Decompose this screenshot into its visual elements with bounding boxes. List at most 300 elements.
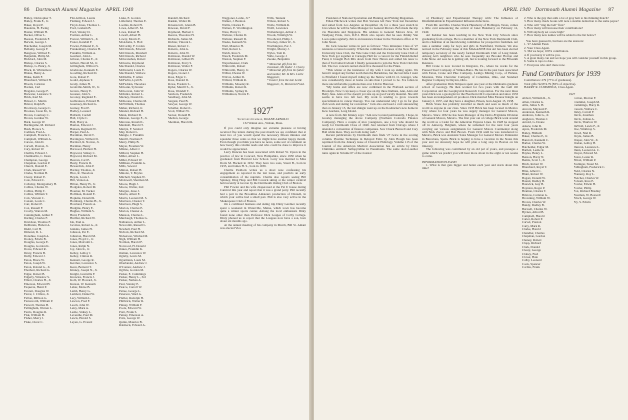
alumni-name: Hice, R. Theodore (70, 172, 94, 176)
alumni-name: Ryder, Merrill S., Jr. (168, 86, 194, 90)
alumni-name: Gould, Alpheus T. (70, 79, 93, 83)
alumni-name: Morton, Chester A. (119, 210, 144, 214)
alumni-name: Gibson, Charles E., Jr. (70, 58, 99, 62)
alumni-name: Collins, William T. (24, 193, 48, 197)
alumni-name: Fiske, Oscar C. (24, 320, 44, 324)
left-page (0, 0, 312, 420)
question: 2. Who is the guy that adds a lot of gray hair to his thinning thatch? (524, 17, 609, 20)
alumni-name: Ross, Edgar C. (168, 75, 187, 79)
alumni-name: MacDonald, Wallace (119, 72, 146, 76)
alumni-name: Greener, John S. (70, 92, 91, 96)
alumni-name: DeMarais, Hubert A. (24, 224, 51, 228)
paragraph: Bill Crane is now located in Kingston, Pa., where he works for the Pressed Steel Company of Wilkes-Barre. He has in the past been associated with Eaton, Crane and Pike Company, Lealigo Mining Corp., of Helena, Montana, Time Chevalier Company of Columbus, Ohio, and Standard Register Company in Dayton, Ohio. (422, 64, 518, 83)
alumni-name: Carr, Robert P. (24, 203, 43, 207)
alumni-name: Roberts, John W. (168, 51, 190, 55)
paragraph: of Pharmacy and Experimental Therapy with: The Influence of Dinifamilamide in Experimental Influenza Infections. (422, 17, 518, 24)
alumni-name: Ross, Donald D. (168, 79, 189, 83)
alumni-name: Merrill, Norman F. (119, 137, 143, 141)
alumni-name: Collins, Philip T. (24, 189, 46, 193)
question: 5. How many will increase their contributions? (524, 26, 584, 31)
alumni-name: Ravenscroft, Glenn B. (168, 23, 197, 27)
alumni-name: Nigh, William H. (119, 238, 141, 241)
paragraph: "My home and office are now combined in the Flatbush section of Brooklyn. Now I can keep a closer eye on my three lindians, Ann, Alan and Betty Jane. Alan at five doesn't yet size up as good varsity material. She still seems to have two left feet. My work is tending to grow towards specialization in cancer therapy. You can understand why I go in for glee club work and skiing for recreation." Jack also enclosed a card announcing that on January 13, the last shingle went up on the Koehncke's new home in Kew Gardens, Long Island. (322, 85, 418, 114)
alumni-name: Eaton, Bruce W. (24, 258, 45, 262)
contributor-name: Fowler, Philip (573, 186, 592, 190)
alumni-name: Mcdowell, Sherman M. (119, 179, 149, 183)
alumni-name: Lary, William L. (70, 296, 91, 300)
alumni-name: Graves, Henry E. (70, 89, 92, 93)
alumni-name: Campbell, William A. (24, 137, 52, 141)
text-column-3 (522, 17, 622, 417)
alumni-name: Jenkins, James H. (70, 227, 93, 231)
alumni-name: McDonald, Louis E. (119, 68, 145, 72)
alumni-name: Burlingame, M. Richard (24, 124, 55, 128)
paragraph: On a combined business and skiing trip Dinty Gardner recently spent a weekend in Waterville, Maine, which town has become quite a winter sports center. Among the local enthusiasts Dinty found none other than Professor Dick Lougee of Colby College. Dinty phoned us to report that the Lougees now have a son, born about six months ago. (220, 202, 306, 224)
alumni-name: Farrar, J. Clifton, Jr. (24, 293, 50, 297)
contributor-name: Ayers, Frederick M. (522, 128, 548, 132)
alumni-name: Becker, Oliver L. (24, 34, 46, 38)
text-column-1 (322, 17, 418, 417)
fund-year: 1927 (568, 91, 576, 96)
contributor-name: Draper, John W., Jr. (573, 138, 599, 142)
alumni-name: Milano, Albert J. (119, 148, 141, 152)
alumni-name: Mengle, J. Franklin (119, 134, 144, 138)
alumni-name: Elliott, Charles H., Jr. (24, 279, 52, 283)
alumni-name: Baxter, William H. (24, 30, 48, 34)
contributor-name: Bemis, Scott J., Jr. (522, 159, 546, 163)
alumni-name: Zeeske, Benjamin (267, 58, 290, 62)
alumni-name: Darling, Charles F. (24, 217, 48, 221)
contributor-name: Flannery, Roy L. (573, 173, 595, 177)
contributor-name: Frisch, George W. (573, 197, 597, 201)
class-year-heading (220, 105, 306, 116)
alumni-name: Rogers, Charles W. (168, 68, 193, 72)
alumni-name: Morton, Charles E. (119, 206, 144, 210)
alumni-name: Cox, Russell F. (24, 206, 44, 210)
alumni-name: Drury, Francis B. (24, 251, 46, 255)
alumni-name: Pfeffer, Rudolph H. (119, 296, 144, 300)
contributor-name: Eaton, Lester R. (573, 155, 594, 159)
alumni-name: Everett, Douglas W. (24, 289, 50, 293)
alumni-name: Rawson, David F. (168, 27, 191, 31)
alumni-name: Forman, Arthur L. (70, 34, 94, 38)
alumni-name: Maher, Richard, Jr. (119, 106, 144, 110)
contributor-list (522, 97, 622, 270)
alumni-name: May, Robert L. (119, 130, 139, 134)
paragraph: A note from Jim Kinney says: "Am now located permanently, I hope, in Greeley managing the above Company (Northern Colorado Finance Company). Have a couple of nice youngsters, one a boy who should be ready for Dartmouth Class of 1949. Just returned from Chicago where I attended a convention of finance companies. Saw Chuck Burwell and Cary Ball while there. They are both doing well." (322, 112, 418, 134)
contributor-name: Fry, S. Edwin (573, 200, 591, 204)
alumni-name: Peterson, Ward A. (119, 293, 142, 297)
contributor-name: Benson, Harry N. (522, 155, 545, 159)
alumni-name: Bailey, Frank E., Jr. (24, 20, 49, 24)
alumni-name: Bailey, Christopher T. (24, 17, 52, 20)
fund-summary-line: Total gifts: $2,874.79 (83% of objective). (524, 81, 577, 86)
question: 6. Will anybody set a new high? (524, 29, 565, 34)
alumni-name: Knowles, Francis J. (70, 275, 95, 279)
alumni-name: McDuffie, F. Allen (119, 75, 143, 79)
question: 7. How many new names will be added to the list below? (524, 33, 596, 38)
alumni-name: Yaffe, George J. (267, 54, 288, 58)
alumni-name: McGann, Sylvester (119, 86, 144, 90)
alumni-name: McClintock, Marshall (119, 51, 147, 55)
alumni-name: Bloom, Carleton (24, 82, 45, 86)
contributor-name: Bayles, Henry L. (522, 152, 544, 156)
alumni-name: Moore, Hugh J. (119, 182, 139, 186)
alumni-name: Floyd-Jones, Thomas L. (70, 23, 101, 27)
alumni-name: Richter, Vincent L. (168, 41, 192, 45)
alumni-name: Seaver, Donald B. (168, 113, 191, 117)
alumni-name: McClintock, Edward (119, 48, 146, 52)
alumni-name: Emerson, Edward H. (24, 282, 51, 286)
answer: 3. 364 we hope; 100% contributors. (524, 49, 569, 54)
alumni-name: Sanborn, Frederick (168, 92, 193, 96)
alumni-name: Kelley, Clinton R. (70, 255, 93, 259)
alumni-name: Jones, Floyd C., Jr. (70, 238, 94, 241)
contributor-name: Allen, Charles G. (522, 100, 544, 104)
alumni-name: Bengtson, Wilfred E. (24, 51, 51, 55)
contributor-name: Browning, William W. (522, 197, 551, 201)
alumni-name: Wright, Murray J. (267, 48, 290, 52)
contributor-name: Arnold, G. Doane (522, 121, 545, 125)
alumni-name: Joy, John K., Jr. (70, 248, 90, 252)
alumni-name: Woolsey, James W., Jr. (267, 41, 296, 45)
alumni-name: Mitchell, Stephen W. (119, 175, 146, 179)
alumni-name: Hartford, R. Norton, Jr. (70, 141, 100, 145)
alumni-name: Brockway, George C. (24, 106, 52, 110)
alumni-name: Pratt, Frank S. (119, 310, 138, 314)
alumni-name: Oberlander, Andrew J. (119, 262, 148, 266)
alumni-name: Minton, Robert H. (119, 168, 143, 172)
alumni-name: Hornburg, Charles H., Jr. (70, 200, 102, 204)
alumni-name: Wesch, Frederick M. (222, 54, 249, 58)
alumni-name: Meyer, Freeman W. (119, 144, 144, 148)
alumni-name: Dowe, Edward R. (24, 248, 47, 252)
alumni-name: Cadman, Fred A. (24, 130, 46, 134)
alumni-name: Campbell, Francis C. (24, 134, 51, 138)
alumni-name: Cols, Vincent C. (24, 196, 45, 200)
contributor-name: Davis, Thurlow W. (573, 121, 598, 125)
fund-summary-line: Contributors: 279 (77% of graduates). (524, 78, 572, 83)
alumni-name: Clark, Russell W. (24, 168, 46, 172)
alumni-name: Weeks, Kenneth W. (222, 41, 247, 45)
alumni-name: Poole, Edward W. (119, 307, 142, 311)
contributor-name: Fletcher, Charles W. (573, 176, 600, 180)
alumni-name: Diehl, Carl H. (24, 227, 42, 231)
alumni-name: Hilton, Henry H., Jr. (70, 182, 96, 186)
alumni-name: Parker, E. Cummings (119, 272, 146, 276)
contributor-name: Blunt, Robert W. (522, 173, 544, 177)
alumni-name: Fleming, Edward J. (70, 20, 95, 24)
contributor-name: Chandler, Charles (522, 231, 545, 235)
alumni-name: Morgan, Jesse J. (119, 189, 140, 193)
alumni-name: Weil, Robert L. (222, 48, 242, 52)
alumni-name: Blake, Keith F. (24, 75, 43, 79)
alumni-name: Bush, Horace S. (24, 127, 45, 131)
alumni-name: Newcomb, Russell L. (119, 224, 147, 228)
alumni-name: Farwell, Thomas B. (24, 303, 49, 307)
contributor-name: Bailey, Hildreth (522, 131, 543, 135)
alumni-name: Walker, J. Brenton (222, 20, 246, 24)
name-column-1 (24, 17, 68, 324)
contributor-name: Clohey, Fred (522, 252, 539, 256)
alumni-name: Fisher, Merry J. (24, 317, 44, 321)
magazine-title: Dartmouth Alumni Magazine (35, 7, 102, 13)
contributor-name: Clarke, Harold (522, 228, 541, 232)
alumni-name: Kinney, Joseph N., Jr. (70, 269, 98, 273)
contributor-name: Chapman, Gordon (522, 235, 546, 239)
alumni-name: Douglas, George E. (24, 241, 49, 245)
contributor-name: Doyle, James B. (573, 135, 595, 139)
contributor-name: Clark, Donald (522, 245, 540, 249)
alumni-name: Hall, Clyde C. (70, 117, 89, 121)
alumni-name: Norman, Harold F. (119, 241, 143, 245)
alumni-name: MacDonald, Charles (119, 65, 145, 69)
alumni-name: Woods, Winfrigh W. (267, 34, 293, 38)
alumni-name: Benjamin, Philip M. (24, 54, 50, 58)
contributor-name: Baker, Charles P., Jr. (522, 135, 548, 139)
alumni-name: Hartman, Henry (70, 144, 91, 148)
alumni-name: Jones, Malcolm L. (70, 241, 94, 245)
alumni-name: Baker, Royal P. (24, 23, 44, 27)
alumni-name: Fitz-Gibbon, Laurie (70, 17, 96, 20)
alumni-name: Wyles, Tom R. (267, 51, 286, 55)
alumni-name: Hill, Vernon A. (70, 179, 90, 183)
alumni-name: Clarke, Norman B. (24, 172, 48, 176)
alumni-name: Nathanson, Arthur L. (119, 220, 146, 224)
alumni-name: Chaffin, Edward J. (24, 151, 48, 155)
alumni-name: Dooley, Edwin B. (24, 238, 47, 241)
contributor-name: Cummings, Harry R. (573, 104, 600, 108)
alumni-name: Black, R. Whittemore (24, 68, 52, 72)
paragraph: At the annual meeting of his company in March, Bill St. Amant was elected Vice (220, 222, 306, 231)
alumni-name: Parker, Nathan A. (119, 279, 142, 283)
contributor-name: Bartlett, Leslie R. (522, 148, 545, 152)
alumni-name: McFadden, Theodore (119, 82, 146, 86)
class-notes-1927 (220, 100, 306, 418)
alumni-name: Keon, Bernard T. (70, 265, 92, 269)
contributor-name: Clover, Hale (522, 256, 538, 259)
alumni-name: Brown, Gardner W. (24, 117, 49, 121)
alumni-name: Wilbur, Dwane W. (222, 72, 246, 76)
right-page (314, 0, 628, 420)
contributor-name: Burwell, Charles W. (522, 207, 548, 211)
alumni-name: Beeson, Frederick F. (24, 37, 50, 41)
alumni-name: McCarthy, F. Jordan (119, 44, 145, 48)
alumni-name: Ogleby, Lewis M. (119, 255, 142, 259)
alumni-name: Brown, Courtney C. (24, 113, 50, 117)
contributor-name: Allis, Julius S. H. (522, 104, 545, 108)
alumni-name: Wollenberger, Arthur J. (267, 30, 297, 34)
alumni-name: Lowe, Albert E. M. (119, 27, 144, 31)
alumni-name: Waggoner, Leslie, Jr.* (222, 17, 250, 20)
alumni-name: Goodling, Richard D. (70, 72, 98, 76)
contributor-name: Byrnes, Alfred B. (522, 211, 545, 215)
alumni-name: Cleary, Robert E. (24, 175, 46, 179)
alumni-name: Mackey, Donald K. (119, 96, 144, 100)
alumni-name: Quinn, Maurice B. (119, 320, 143, 324)
paragraph: Larry Duncan has been associated with Robert W. Upton in the practice of law in Concord, New Hampshire, since 1930 when he graduated from Harvard Law School. Larry was married to Miss Doris M. Hackett in 1932. They have two sons, Stuart B., born in 1933, and James H. S., born in 1939. (220, 150, 306, 169)
alumni-name: Borden, Carl (24, 86, 41, 90)
alumni-name: Williams, Moseley R. (222, 82, 250, 86)
alumni-name: Millikan, Franklin A. (119, 162, 146, 166)
alumni-name: Ware, Harry C. (222, 30, 242, 34)
alumni-name: Robinson, Percy S. (168, 61, 193, 65)
alumni-name: Williams, Robert R. (222, 86, 248, 90)
alumni-name: Eaton, Joseph W. (24, 262, 46, 266)
issue-date: APRIL 1940 (105, 7, 134, 13)
alumni-name: Baudette, H. Ewing (24, 27, 49, 31)
alumni-name: Heyde, Louis J. (70, 175, 90, 179)
alumni-name: Ford, Graham B. (70, 27, 92, 31)
alumni-name: Wills, Tennant (267, 17, 286, 20)
alumni-name: Lowry, Morris E. (119, 37, 141, 41)
answer: 2. Your Class Agent. (524, 45, 550, 50)
alumni-name: Marshall, Harold T. (119, 124, 144, 128)
contributor-name: Askew, John D. (522, 124, 542, 128)
alumni-name: Wallis, Charles E. (222, 23, 245, 27)
contributor-name: Campbell, Harold (522, 214, 545, 218)
alumni-name: Moore, Walter, 2nd (119, 186, 144, 190)
alumni-name: Raisbeck, Edward A. (119, 324, 146, 328)
alumni-name: Brewster, Laurence T. (24, 92, 52, 96)
alumni-name: Nichols, Richard M. (119, 231, 145, 235)
alumni-name: Willard, William R. (222, 79, 247, 83)
contributor-name: Bouwick, Guy B. (522, 183, 544, 187)
answer: 5. A great many can and we hope you will consider yourself in this group. (524, 55, 617, 60)
paragraph: Dr. Jack Greener writes in part as follows: "Two miniature Class of '27 reunions occurred recently. When the combined choruses of the New Haven University Glee Club, the Yale Glee Club and the University Glee Club of New York got together at Carnegie Hall for a concert for the Finnish Relief Fund, it brought Bob Mix down from New Haven and added his tenor to that of Ted Gitteril whom I finally persuaded to join the New York Club this fall. The two concerts netted about five thousand for the Finns. (322, 43, 418, 69)
alumni-name: Miller, Albert L. (119, 155, 140, 159)
alumni-name: Rogers, Lionel J. (168, 72, 190, 76)
alumni-name: McAdams, S. Holt (119, 41, 143, 45)
alumni-name: Gearhart, John L. (70, 54, 92, 58)
alumni-name: Fallon, Millson G. (24, 296, 48, 300)
alumni-name: Edgar, Robert B. (24, 272, 46, 276)
alumni-name: Webster, Charles D. (222, 34, 248, 38)
alumni-name: McKeone, Charles M. (119, 99, 147, 103)
contributor-name: Davis, Jonathan (573, 114, 594, 118)
alumni-name: Mann, Richard D. (119, 113, 142, 117)
alumni-name: Sargent, Paul B. (168, 99, 189, 103)
alumni-name: Wilcox, Arthur D. (222, 75, 245, 79)
alumni-name: Lawton, Fred F. (70, 300, 90, 304)
alumni-name: Jones, Ralph N. (70, 244, 90, 248)
alumni-name: Williams, Sydney R. (222, 89, 249, 93)
alumni-name: Williamson, Norris E. (222, 92, 250, 96)
alumni-name: Oglivie, Gordon M. (119, 269, 144, 273)
alumni-name: Gulbranson, Edward H. (70, 99, 100, 103)
contributor-name: Cook, Spencer (522, 262, 541, 266)
alumni-name: Pinney, William F. (119, 303, 143, 307)
alumni-name: Weston, Stephen F. (222, 58, 247, 62)
alumni-name: Douglas, Gordon K. (24, 244, 50, 248)
alumni-name: Sawyer, George W. (168, 103, 193, 107)
contributor-name: Dwyer, Edward M. (573, 152, 598, 156)
contributor-name: Crummet, Joseph M. (573, 100, 600, 104)
alumni-name: Bishop, G. Henry, Jr. (24, 65, 51, 69)
alumni-name: Batchelder, Joseph M. (24, 44, 52, 48)
contributor-name: DeWolf, Lewis F., Jr. (573, 124, 601, 128)
alumni-name: Lowe, Robert H. (119, 30, 141, 34)
alumni-name: Lamb, Henry G. (70, 289, 91, 293)
contributor-name: Dowd, Niel R. (573, 131, 592, 135)
text-column-2 (422, 17, 518, 417)
alumni-name: Grooley, Reginald E. (70, 96, 97, 100)
contributor-name: Corliss, Frank (522, 266, 540, 270)
alumni-name: Harriman, David T. (70, 134, 95, 138)
contributor-name: Cusack, Wallace C. (573, 107, 598, 111)
paragraph: Brick Stone has probably travelled as much and seen as much of the world as anyone in our class. Since 1933 Brick has been located in Mexico City where for four years he was supply manager for General Motors, Mexico. Since 1932 he has been Manager of the Delco-Frigidaire Division of General Motors, Mexico. The first year out of college Brick went around the world as a Cadet for the American Express Lines. In 1928 he stopped off in Antwerp, Belgium, where he remained for the next four years carrying out various assignments for General Motors Continental along with Nick Zucco and Bob Brown. From 1932 until he was transferred to Mexico, Brick was Assistant Sales Manager for General Motors Peninsular in Barcelona, Spain. Brick is hoping to have a vacation in the States this year and we sincerely hope he will plan a long stop in Boston on his itinerary. (422, 102, 518, 148)
alumni-name: Blanchard, Willard H. (24, 79, 52, 83)
alumni-name: Kelley, LeRoy J. (70, 251, 92, 255)
contributor-name: Colby, Leonard (522, 259, 542, 263)
alumni-name: Duffy, Edward J. (24, 255, 46, 259)
contributor-name: Carvel, Preston (522, 221, 542, 225)
alumni-name: Raymond, Herbert J. (168, 30, 195, 34)
left-page-header (24, 7, 133, 13)
alumni-name: Hanlon, Edward J. (70, 124, 94, 128)
alumni-name: Hoffman, Donald E. (70, 193, 96, 197)
alumni-name: Hudgins, Henry E. (70, 206, 94, 210)
contributor-name: Drelan, LeRoy H. (573, 142, 597, 146)
alumni-name: Hopkins, Donald R. (70, 196, 96, 200)
contributor-name: Dunn, Leonard A. C. (573, 148, 600, 152)
info-heading: INFORMATION PLEASE! (422, 159, 457, 164)
alumni-name: Kolb, W. Howard, Jr. (70, 279, 97, 283)
alumni-name: Paul, Stanley E. (119, 282, 140, 286)
alumni-name: Robinson, Gilbert H. (168, 58, 195, 62)
contributor-name: Ancorn, Maynard F. (522, 107, 548, 111)
alumni-name: Leventhe, Paul M. (70, 313, 94, 317)
alumni-name: Ide, Paul A. (70, 220, 85, 224)
alumni-name: Kercher, Lawrence S. (70, 262, 98, 266)
alumni-name: Healy, Francis D. (70, 162, 92, 166)
alumni-name: Forrest, William S., Jr. (70, 37, 99, 41)
alumni-name: Potts, George W. (119, 317, 141, 321)
contributor-name: Daley, Carroll F. (573, 110, 595, 114)
alumni-name: Jacobus, Robert A., Jr. (70, 224, 99, 228)
answer: 6. Some is topo to date. (524, 59, 554, 64)
issue-date: APRIL 1940 (503, 7, 531, 13)
alumni-name: Chapman, Gordon P. (24, 162, 51, 166)
alumni-name: Rankin, Walter M. (168, 20, 192, 24)
alumni-name: Nickerson, Winfred M. (119, 234, 149, 238)
alumni-name: Burk, George W. (24, 120, 46, 124)
paragraph: If you could only imagine our extreme pleasure at having received five letters during the past month we are confident that at least two of you would spend the necessary fifteen minutes and squander three cents so that we might have another happy month. Even though you think you have no news, some sort of comment on how heavy this column reads and who could be done to improve it would be appreciated. (220, 126, 306, 151)
name-column-3 (119, 17, 163, 328)
answer: 7. Everyone who ain't there now. (524, 62, 566, 67)
paragraph: Recent publications by Dartmouth men finds '27 twice in the scoring column. Plastine Technique in Delayed Exits by John Hough has been reprinted from the January issue of Classical Philology. Volume 113 of the Journal of the American Medical Association has an article by Dave Chiminko entitled: Sulfapyridine in Pneumonia. The same doctor-author turns again in Volume 67 of the Journal (322, 133, 418, 155)
alumni-name: Webster, Russell D. (222, 37, 247, 41)
contributor-name: Doe, Winthrop S. (573, 128, 596, 132)
contributor-name: Duncan, Laurence L. (573, 145, 601, 149)
contributor-name: Esslinger, Stuart M. (573, 162, 599, 166)
contributor-name: Elliott, William P. (573, 159, 596, 163)
answer: 4. If you hurry it will be you. (524, 52, 561, 57)
alumni-name: Bragdon, George F. (24, 89, 49, 93)
alumni-name: Gilbert, Harold M., Jr. (70, 61, 98, 65)
alumni-name: Putney, Emerson A. (119, 313, 144, 317)
alumni-name: Hodgdon, Robert M. (70, 186, 97, 190)
alumni-name: Hurlbut, Richard W. (70, 217, 96, 221)
alumni-name: McFarlin, Lyall B. (119, 79, 143, 83)
alumni-name: Shelton, George (168, 117, 189, 121)
contributor-name: Carter, Robert P. (522, 218, 543, 222)
alumni-name: Hayward, Richard M. (70, 155, 98, 159)
alumni-name: Carvell, Preston, Jr. (24, 144, 49, 148)
alumni-name: Harper, Paul A. (70, 130, 90, 134)
alumni-name: Reeves, Theodore H. (168, 34, 195, 38)
alumni-name: Lahar, Moise B. (70, 286, 91, 290)
